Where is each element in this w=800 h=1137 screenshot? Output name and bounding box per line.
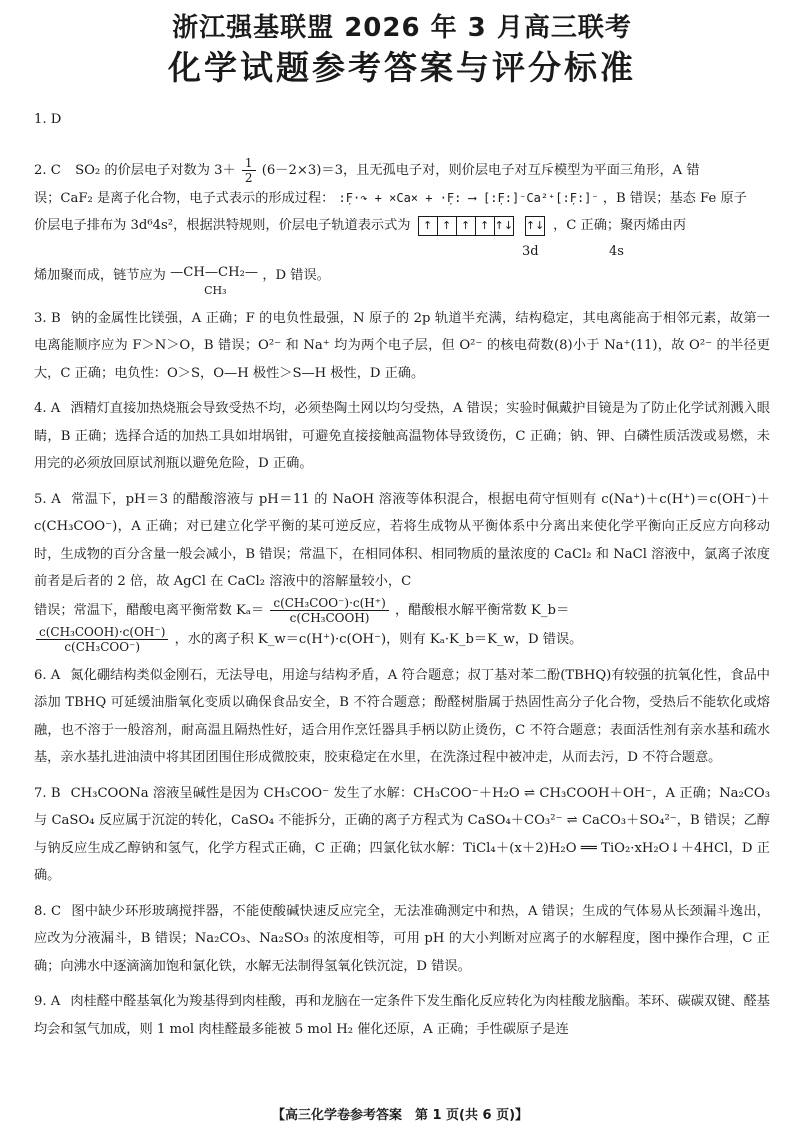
explanation-text: ，D 错误。 — [262, 267, 330, 283]
orbital-box: ↑ — [456, 216, 476, 236]
explanation-text: SO₂ 的价层电子对数为 3＋ — [75, 162, 236, 178]
explanation-text: CH₃COONa 溶液呈碱性是因为 CH₃COO⁻ 发生了水解：CH₃COO⁻＋H₂O ⇌ CH₃COOH＋OH⁻，A 正确；Na₂CO₃ 与 CaSO₄ 反应属于沉淀的转化，CaSO₄ 不能拆分，正确的离子方程式为 CaSO₄＋CO₃²⁻ ⇌ CaCO₃＋SO₄²⁻，B 错误；乙醇与钠反应生成乙醇钠和氢气，化学方程式正确，C 正确；四氯化钛水解：TiCl₄＋(x＋2)H₂O ══ TiO₂·xH₂O↓＋4HCl，D 正确。 — [34, 785, 771, 883]
explanation-text: 错误；常温下，醋酸电离平衡常数 Kₐ＝ — [34, 602, 265, 618]
answer-item-9 — [34, 988, 770, 1043]
electron-formula: :F̣·↷ + ×Ca× + ·F̣: ⟶ [:F̣:]⁻Ca²⁺[:F̣:]⁻ — [338, 190, 599, 205]
fraction-denominator: c(CH₃COOH) — [289, 610, 370, 625]
answer-key: 2. C — [34, 162, 61, 178]
explanation-text: 烯加聚而成，链节应为 — [34, 267, 166, 283]
fraction-numerator: 1 — [242, 156, 256, 171]
answer-item-4 — [34, 395, 770, 478]
fraction — [242, 156, 256, 185]
answer-content — [34, 106, 770, 1043]
answer-item-6 — [34, 662, 770, 772]
answer-item-5 — [34, 486, 770, 654]
answer-key: 4. A — [34, 401, 61, 416]
orbital-4s-boxes — [526, 216, 545, 236]
ka-fraction — [270, 596, 388, 625]
fraction-denominator: c(CH₃COO⁻) — [64, 639, 141, 654]
explanation-text: 酒精灯直接加热烧瓶会导致受热不均，必须垫陶土网以均匀受热，A 错误；实验时佩戴护目镜是为了防止化学试剂溅入眼睛，B 正确；选择合适的加热工具如坩埚钳，可避免直接接触高温物体导致烫伤，C 正确；钠、钾、白磷性质活泼或易燃，未用完的必须放回原试剂瓶以避免危险，D 正确。 — [34, 401, 770, 471]
answer-item-2 — [34, 156, 770, 297]
explanation-text: 钠的金属性比镁强，A 正确；F 的电负性最强，N 原子的 2p 轨道半充满，结构稳定，其电离能高于相邻元素，故第一电离能顺序应为 F＞N＞O，B 错误；O²⁻ 和 Na⁺ 均为两个电子层，但 O²⁻ 的核电荷数(8)小于 Na⁺(11)，故 O²⁻ 的半径更大，C 正确；电负性：O＞S，O—H 极性＞S—H 极性，D 正确。 — [34, 310, 770, 381]
answer-key: 9. A — [34, 994, 61, 1009]
exam-title: 浙江强基联盟 2026 年 3 月高三联考 — [172, 13, 632, 43]
explanation-text: 常温下，pH＝3 的醋酸溶液与 pH＝11 的 NaOH 溶液等体积混合，根据电荷守恒则有 c(Na⁺)＋c(H⁺)＝c(OH⁻)＋c(CH₃COO⁻)，A 正确；对已建立化学平衡的某可逆反应，若将生成物从平衡体系中分离出来使化学平衡向正反应方向移动时，生成物的百分含量一般会减小，B 错误；常温下，在相同体积、相同物质的量浓度的 CaCl₂ 和 NaCl 溶液中，氯离子浓度前者是后者的 2 倍，故 AgCl 在 CaCl₂ 溶液中的溶解量较小，C — [34, 491, 770, 589]
orbital-label-4s: 4s — [609, 243, 624, 259]
explanation-text: ，B 错误；基态 Fe 原子 — [602, 190, 747, 206]
explanation-text: 图中缺少环形玻璃搅拌器，不能使酸碱快速反应完全，无法准确测定中和热，A 错误；生成的气体易从长颈漏斗逸出，应改为分液漏斗，B 错误；Na₂CO₃、Na₂SO₃ 的浓度相等，可用 pH 的大小判断对应离子的水解程度，图中操作合理，C 正确；向沸水中逐滴滴加饱和氯化铁，水解无法制得氢氧化铁沉淀，D 错误。 — [34, 903, 770, 974]
orbital-box: ↑↓ — [494, 216, 514, 236]
answer-key: 5. A — [34, 491, 61, 507]
page-footer: 【高三化学卷参考答案 第 1 页(共 6 页)】 — [271, 1108, 529, 1123]
orbital-box: ↑ — [418, 216, 438, 236]
fraction-denominator: 2 — [244, 170, 253, 185]
answer-key: 6. A — [34, 667, 61, 683]
orbital-box: ↑ — [437, 216, 457, 236]
explanation-text: (6－2×3)＝3，且无孤电子对，则价层电子对互斥模型为平面三角形，A 错 — [261, 162, 700, 178]
explanation-text: 误；CaF₂ 是离子化合物，电子式表示的形成过程： — [34, 190, 335, 206]
orbital-label-3d: 3d — [522, 243, 539, 259]
polymer-chain-formula — [170, 262, 258, 297]
orbital-labels — [34, 240, 770, 262]
kb-fraction — [36, 625, 168, 654]
orbital-box: ↑↓ — [525, 216, 545, 236]
answer-key: 3. B — [34, 310, 61, 326]
chain-substituent: CH₃ — [204, 283, 227, 297]
answer-item-8 — [34, 898, 770, 981]
orbital-box: ↑ — [475, 216, 495, 236]
explanation-text: 价层电子排布为 3d⁶4s²，根据洪特规则，价层电子轨道表示式为 — [34, 218, 411, 233]
fraction-numerator: c(CH₃COO⁻)·c(H⁺) — [270, 596, 388, 611]
chain-main: —CH—CH₂— — [170, 264, 259, 280]
answer-key: 7. B — [34, 785, 61, 801]
explanation-text: ，C 正确；聚丙烯由丙 — [553, 218, 687, 233]
fraction-numerator: c(CH₃COOH)·c(OH⁻) — [36, 625, 168, 640]
explanation-text: ，醋酸根水解平衡常数 K_b＝ — [394, 602, 570, 618]
explanation-text: ，水的离子积 K_w＝c(H⁺)·c(OH⁻)，则有 Kₐ·K_b＝K_w，D 错误。 — [174, 631, 583, 647]
answer-item-7 — [34, 780, 770, 890]
answer-item-1: 1. D — [34, 112, 62, 127]
answer-key: 8. C — [34, 903, 62, 919]
explanation-text: 肉桂醛中醛基氧化为羧基得到肉桂酸，再和龙脑在一定条件下发生酯化反应转化为肉桂酸龙脑酯。苯环、碳碳双键、醛基均会和氢气加成，则 1 mol 肉桂醛最多能被 5 mol H₂ 催化还原，A 正确；手性碳原子是连 — [34, 994, 770, 1037]
explanation-text: 氮化硼结构类似金刚石，无法导电，用途与结构矛盾，A 符合题意；叔丁基对苯二酚(TBHQ)有较强的抗氧化性，食品中添加 TBHQ 可延缓油脂氧化变质以确保食品安全，B 不符合题意；酚醛树脂属于热固性高分子化合物，受热后不能软化或熔融，也不溶于一般溶剂，耐高温且隔热性好，适合用作烹饪器具手柄以防止烫伤，C 不符合题意；表面活性剂有亲水基和疏水基，亲水基扎进油渍中将其团团围住形成微胶束，胶束稳定在水里，在洗涤过程中被冲走，从而去污，D 不符合题意。 — [34, 667, 770, 765]
orbital-3d-boxes — [419, 216, 514, 236]
answer-item-3 — [34, 305, 770, 388]
document-subtitle: 化学试题参考答案与评分标准 — [168, 48, 636, 87]
